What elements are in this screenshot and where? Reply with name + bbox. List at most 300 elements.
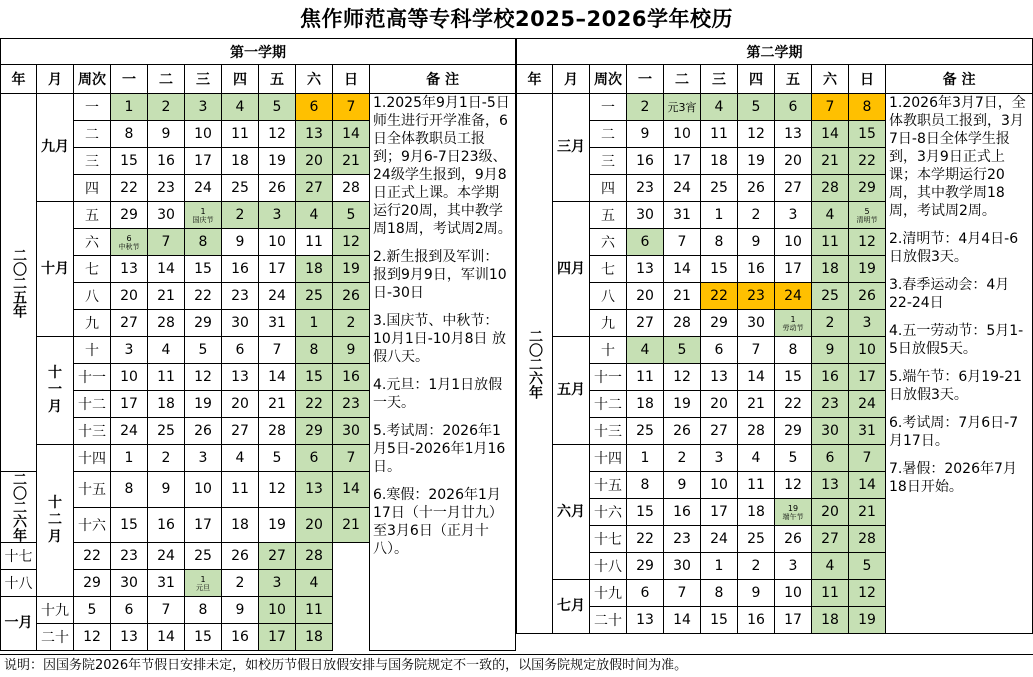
day-cell: 1 [627, 445, 664, 472]
day-number: 1 [200, 206, 206, 216]
holiday-label: 劳动节 [782, 323, 804, 332]
day-cell: 20 [222, 391, 259, 418]
day-cell: 26 [849, 283, 886, 310]
day-cell: 30 [111, 570, 148, 597]
day-cell: 13 [812, 472, 849, 499]
month-header: 月 [37, 65, 74, 94]
day-cell: 2 [222, 570, 259, 597]
day-cell: 6 [812, 445, 849, 472]
day-cell: 30 [738, 310, 775, 337]
remarks-header: 备 注 [886, 65, 1033, 94]
day-cell: 9 [627, 121, 664, 148]
day-cell: 8 [185, 229, 222, 256]
day-cell: 30 [148, 202, 185, 229]
day-cell: 28 [333, 175, 370, 202]
day-cell: 17 [259, 256, 296, 283]
day-cell: 4 [812, 202, 849, 229]
day-cell: 15 [701, 256, 738, 283]
day-cell: 17 [775, 607, 812, 634]
week-number-cell: 十九 [590, 580, 627, 607]
week-number-cell: 十三 [590, 418, 627, 445]
day-cell: 23 [222, 283, 259, 310]
day-cell: 18 [148, 391, 185, 418]
day-cell: 2 [148, 94, 185, 121]
remark-item: 6.考试周：7月6日-7月17日。 [889, 415, 1019, 449]
day-cell: 24 [185, 175, 222, 202]
footer-note: 说明：因国务院2026年节假日安排未定，如校历节假日放假安排与国务院规定不一致的，以国务院规定放假时间为准。 [0, 654, 1033, 677]
day-cell: 13 [222, 364, 259, 391]
week-number-cell: 七 [590, 256, 627, 283]
week-number-cell: 十七 [1, 543, 37, 570]
day-cell: 9 [148, 121, 185, 148]
day-cell: 23 [812, 391, 849, 418]
day-cell: 13 [296, 472, 333, 508]
day-cell: 28 [849, 526, 886, 553]
day-cell: 20 [701, 391, 738, 418]
day-cell: 3 [701, 445, 738, 472]
day-cell: 15 [627, 499, 664, 526]
weekday-header: 三 [701, 65, 738, 94]
day-cell: 23 [627, 175, 664, 202]
week-number-cell: 十一 [590, 364, 627, 391]
day-cell: 22 [185, 283, 222, 310]
month-cell: 五月 [553, 337, 590, 445]
day-cell: 28 [259, 418, 296, 445]
day-cell: 17 [701, 499, 738, 526]
day-cell: 13 [627, 607, 664, 634]
day-cell: 14 [812, 121, 849, 148]
day-cell: 25 [701, 175, 738, 202]
week-number-cell: 二 [590, 121, 627, 148]
day-cell: 4 [701, 94, 738, 121]
day-cell: 22 [111, 175, 148, 202]
day-cell: 9 [738, 580, 775, 607]
week-number-cell: 十 [74, 337, 111, 364]
day-cell: 16 [664, 499, 701, 526]
day-cell: 12 [259, 121, 296, 148]
day-cell: 9 [333, 337, 370, 364]
day-cell: 9 [812, 337, 849, 364]
day-cell: 7 [148, 229, 185, 256]
day-cell: 15 [849, 121, 886, 148]
day-cell: 16 [812, 364, 849, 391]
day-cell: 5 [259, 94, 296, 121]
day-cell: 12 [849, 580, 886, 607]
day-cell: 26 [738, 175, 775, 202]
week-number-cell: 八 [590, 283, 627, 310]
day-cell: 8 [627, 472, 664, 499]
day-cell: 11 [701, 121, 738, 148]
year-header: 年 [1, 65, 37, 94]
day-cell: 12 [185, 364, 222, 391]
day-cell: 4 [296, 570, 333, 597]
day-cell: 5 [664, 337, 701, 364]
remark-item: 6.寒假：2026年1月17日（十一月廿九）至3月6日（正月十八）。 [373, 487, 503, 557]
day-cell: 13 [296, 121, 333, 148]
day-cell: 11 [738, 472, 775, 499]
day-cell: 14 [849, 472, 886, 499]
day-cell: 29 [775, 418, 812, 445]
day-number: 1 [200, 574, 206, 584]
day-cell: 28 [812, 175, 849, 202]
day-cell: 30 [222, 310, 259, 337]
week-number-cell: 二 [74, 121, 111, 148]
day-cell: 16 [627, 148, 664, 175]
day-cell: 7 [812, 94, 849, 121]
day-cell: 9 [222, 229, 259, 256]
day-cell: 21 [259, 391, 296, 418]
day-cell: 4 [812, 553, 849, 580]
day-cell: 21 [849, 499, 886, 526]
weekday-header: 二 [148, 65, 185, 94]
day-cell: 13 [111, 624, 148, 651]
day-cell: 6 [627, 580, 664, 607]
day-cell: 20 [627, 283, 664, 310]
day-cell: 19 [664, 391, 701, 418]
month-cell: 十月 [37, 202, 74, 337]
day-cell: 16 [222, 624, 259, 651]
day-cell: 31 [148, 570, 185, 597]
day-cell: 15 [111, 148, 148, 175]
day-cell: 4 [222, 94, 259, 121]
day-cell: 4 [222, 445, 259, 472]
day-cell: 24 [701, 526, 738, 553]
day-cell: 29 [627, 553, 664, 580]
day-cell: 10 [185, 472, 222, 508]
day-cell: 30 [664, 553, 701, 580]
weekday-header: 日 [333, 65, 370, 94]
day-cell [849, 202, 886, 229]
week-number-cell: 九 [590, 310, 627, 337]
remark-item: 4.元旦：1月1日放假一天。 [373, 377, 503, 411]
day-cell: 18 [627, 391, 664, 418]
day-cell [185, 202, 222, 229]
day-cell: 8 [111, 472, 148, 508]
year-header: 年 [517, 65, 553, 94]
day-cell: 6 [111, 597, 148, 624]
day-cell [775, 310, 812, 337]
day-cell: 5 [74, 597, 111, 624]
day-cell: 3 [185, 445, 222, 472]
day-cell: 15 [185, 624, 222, 651]
day-cell: 3 [849, 310, 886, 337]
day-cell: 13 [775, 121, 812, 148]
week-number-cell: 七 [74, 256, 111, 283]
day-cell: 7 [664, 580, 701, 607]
day-cell: 15 [111, 507, 148, 543]
day-cell: 3 [185, 94, 222, 121]
weekday-header: 日 [849, 65, 886, 94]
day-cell: 27 [812, 526, 849, 553]
holiday-label: 中秋节 [118, 242, 140, 251]
remark-item: 4.五一劳动节：5月1-5日放假5天。 [889, 323, 1024, 357]
day-cell: 25 [812, 283, 849, 310]
week-number-cell: 十 [590, 337, 627, 364]
day-cell: 25 [296, 283, 333, 310]
day-cell: 10 [259, 229, 296, 256]
weekday-header: 一 [627, 65, 664, 94]
day-cell: 17 [849, 364, 886, 391]
day-cell: 27 [296, 175, 333, 202]
day-cell: 19 [259, 148, 296, 175]
day-cell: 2 [812, 310, 849, 337]
day-cell: 4 [296, 202, 333, 229]
day-cell: 15 [185, 256, 222, 283]
day-cell: 22 [627, 526, 664, 553]
day-cell: 2 [738, 202, 775, 229]
day-cell: 11 [222, 121, 259, 148]
month-header: 月 [553, 65, 590, 94]
remark-item: 1.2025年9月1日-5日师生进行开学准备，6日全体教职员工报到；9月6-7日23级、24级学生报到，9月8日正式上课。本学期运行20周，其中教学周18周，考试周2周。 [373, 95, 512, 237]
day-cell: 5 [333, 202, 370, 229]
week-row [517, 94, 1033, 121]
week-number-cell: 十九 [37, 597, 74, 624]
remark-item: 7.暑假：2026年7月18日开始。 [889, 461, 1017, 495]
day-cell: 20 [775, 148, 812, 175]
day-cell: 2 [222, 202, 259, 229]
day-cell: 11 [222, 472, 259, 508]
day-cell: 7 [738, 337, 775, 364]
weekday-header: 四 [738, 65, 775, 94]
day-cell: 15 [296, 364, 333, 391]
week-number-cell: 十一 [74, 364, 111, 391]
day-number: 5 [864, 206, 870, 216]
week-number-cell: 六 [590, 229, 627, 256]
day-cell: 8 [849, 94, 886, 121]
semester-2-calendar [516, 38, 1032, 654]
day-cell: 26 [222, 543, 259, 570]
holiday-label: 国庆节 [192, 215, 214, 224]
weekday-header: 六 [812, 65, 849, 94]
day-cell: 4 [148, 337, 185, 364]
day-cell: 17 [664, 148, 701, 175]
day-cell: 26 [185, 418, 222, 445]
day-cell: 17 [111, 391, 148, 418]
week-number-cell: 十三 [74, 418, 111, 445]
year-cell: 二〇二五年 [1, 94, 37, 472]
day-cell: 1 [111, 445, 148, 472]
day-cell: 8 [111, 121, 148, 148]
holiday-label: 清明节 [856, 215, 878, 224]
month-cell: 三月 [553, 94, 590, 202]
day-cell: 10 [775, 580, 812, 607]
day-cell: 4 [738, 445, 775, 472]
weekday-header: 五 [775, 65, 812, 94]
weekday-header: 五 [259, 65, 296, 94]
day-cell: 13 [701, 364, 738, 391]
month-cell: 十二月 [37, 445, 74, 597]
day-cell: 18 [296, 624, 333, 651]
day-cell: 30 [333, 418, 370, 445]
month-cell: 九月 [37, 94, 74, 202]
day-cell: 3 [775, 202, 812, 229]
day-cell: 22 [296, 391, 333, 418]
week-number-cell: 五 [74, 202, 111, 229]
day-cell: 21 [812, 148, 849, 175]
week-number-cell: 四 [74, 175, 111, 202]
day-cell: 19 [849, 607, 886, 634]
day-cell: 9 [664, 472, 701, 499]
weekday-header: 二 [664, 65, 701, 94]
day-cell: 23 [148, 175, 185, 202]
day-cell: 18 [738, 499, 775, 526]
day-cell: 5 [849, 553, 886, 580]
day-cell: 24 [775, 283, 812, 310]
day-cell: 12 [775, 472, 812, 499]
day-cell: 6 [775, 94, 812, 121]
week-number-cell: 二十 [590, 607, 627, 634]
week-row [1, 94, 516, 121]
day-cell: 31 [259, 310, 296, 337]
day-cell: 19 [738, 148, 775, 175]
day-cell: 27 [627, 310, 664, 337]
remark-item: 2.新生报到及军训：报到9月9日，军训10日-30日 [373, 249, 507, 301]
day-cell: 1 [701, 553, 738, 580]
day-cell: 28 [148, 310, 185, 337]
page-title: 焦作师范高等专科学校2025–2026学年校历 [300, 7, 733, 31]
day-cell: 14 [664, 607, 701, 634]
day-cell: 30 [812, 418, 849, 445]
week-number-cell: 九 [74, 310, 111, 337]
day-cell: 29 [849, 175, 886, 202]
day-cell: 20 [812, 499, 849, 526]
day-cell: 8 [701, 580, 738, 607]
day-cell: 21 [333, 148, 370, 175]
day-cell: 22 [74, 543, 111, 570]
remark-item: 1.2026年3月7日，全体教职员工报到，3月7日-8日全体学生报到，3月9日正式上课；本学期运行20周，其中教学周18周，考试周2周。 [889, 95, 1026, 219]
day-cell: 19 [333, 256, 370, 283]
day-cell: 26 [333, 283, 370, 310]
week-number-cell: 十七 [590, 526, 627, 553]
day-cell: 21 [664, 283, 701, 310]
month-cell: 六月 [553, 445, 590, 580]
day-cell: 3 [775, 553, 812, 580]
day-cell: 14 [333, 121, 370, 148]
day-cell: 11 [627, 364, 664, 391]
day-cell: 19 [849, 256, 886, 283]
day-cell: 7 [259, 337, 296, 364]
day-cell: 1 [111, 94, 148, 121]
day-cell: 5 [259, 445, 296, 472]
day-cell: 19 [259, 507, 296, 543]
day-cell: 14 [738, 364, 775, 391]
day-cell: 13 [111, 256, 148, 283]
week-number-cell: 十五 [74, 472, 111, 508]
week-number-cell: 三 [590, 148, 627, 175]
day-cell: 22 [775, 391, 812, 418]
day-cell: 2 [148, 445, 185, 472]
day-cell: 20 [296, 148, 333, 175]
day-cell: 9 [738, 229, 775, 256]
day-cell: 10 [849, 337, 886, 364]
day-cell: 12 [333, 229, 370, 256]
weekday-header: 六 [296, 65, 333, 94]
day-cell: 7 [333, 94, 370, 121]
semester-title: 第二学期 [517, 39, 1033, 65]
day-cell: 6 [296, 445, 333, 472]
year-cell: 二〇二六年 [1, 472, 37, 543]
weekday-header: 四 [222, 65, 259, 94]
day-cell: 5 [775, 445, 812, 472]
day-cell: 27 [111, 310, 148, 337]
day-number: 1 [790, 314, 796, 324]
week-number-cell: 三 [74, 148, 111, 175]
week-number-cell: 十八 [590, 553, 627, 580]
day-cell: 28 [664, 310, 701, 337]
day-cell: 25 [738, 526, 775, 553]
day-cell: 21 [333, 507, 370, 543]
day-cell: 17 [259, 624, 296, 651]
day-cell: 22 [849, 148, 886, 175]
holiday-label: 端午节 [782, 512, 804, 521]
day-cell: 11 [148, 364, 185, 391]
day-cell: 4 [627, 337, 664, 364]
day-cell: 6 [627, 229, 664, 256]
calendar-table [516, 38, 1033, 634]
day-cell: 5 [185, 337, 222, 364]
day-cell: 8 [775, 337, 812, 364]
week-number-cell: 五 [590, 202, 627, 229]
day-cell: 9 [148, 472, 185, 508]
day-cell: 24 [111, 418, 148, 445]
month-cell: 四月 [553, 202, 590, 337]
day-cell: 6 [701, 337, 738, 364]
day-cell: 26 [664, 418, 701, 445]
day-cell: 15 [775, 364, 812, 391]
day-cell: 23 [111, 543, 148, 570]
day-cell: 10 [111, 364, 148, 391]
day-cell: 24 [664, 175, 701, 202]
day-cell: 20 [111, 283, 148, 310]
day-cell: 8 [701, 229, 738, 256]
day-cell: 16 [148, 148, 185, 175]
day-cell: 23 [333, 391, 370, 418]
holiday-label: 元旦 [196, 583, 210, 592]
week-number-cell: 十二 [590, 391, 627, 418]
day-cell: 8 [185, 597, 222, 624]
day-cell: 13 [627, 256, 664, 283]
day-cell: 2 [738, 553, 775, 580]
week-number-cell: 十二 [74, 391, 111, 418]
day-cell: 17 [185, 507, 222, 543]
day-cell: 26 [775, 526, 812, 553]
day-number: 6 [126, 233, 132, 243]
remarks-cell [886, 94, 1033, 634]
day-cell: 25 [185, 543, 222, 570]
day-cell: 10 [775, 229, 812, 256]
day-cell: 6 [296, 94, 333, 121]
day-cell: 21 [148, 283, 185, 310]
day-cell: 27 [701, 418, 738, 445]
week-number-cell: 六 [74, 229, 111, 256]
month-cell: 一月 [1, 597, 37, 651]
day-cell: 18 [222, 507, 259, 543]
week-number-cell: 二十 [37, 624, 74, 651]
remark-item: 3.春季运动会：4月22-24日 [889, 277, 1010, 311]
day-cell: 25 [222, 175, 259, 202]
day-cell: 12 [74, 624, 111, 651]
day-cell: 5 [738, 94, 775, 121]
day-cell: 7 [333, 445, 370, 472]
day-cell: 14 [664, 256, 701, 283]
day-cell: 3 [259, 202, 296, 229]
day-cell: 14 [259, 364, 296, 391]
week-number-cell: 八 [74, 283, 111, 310]
remarks-header: 备 注 [370, 65, 516, 94]
day-cell: 31 [664, 202, 701, 229]
day-cell: 11 [296, 597, 333, 624]
day-cell: 31 [849, 418, 886, 445]
